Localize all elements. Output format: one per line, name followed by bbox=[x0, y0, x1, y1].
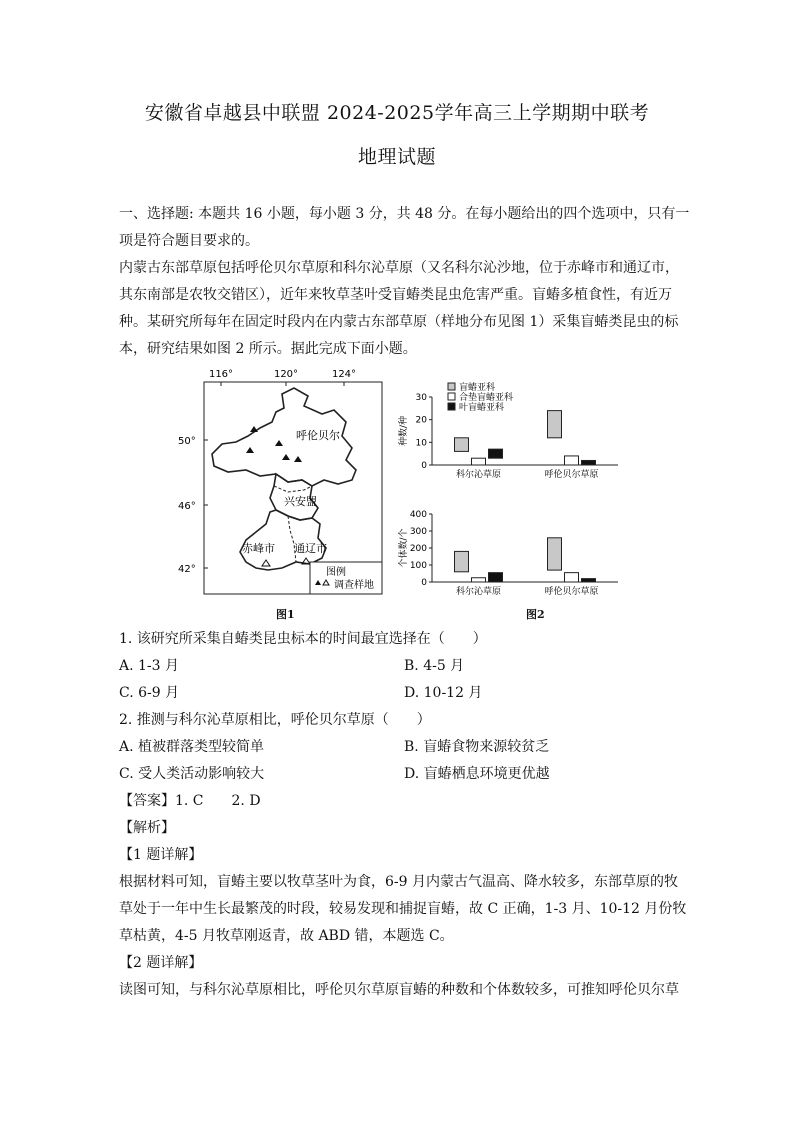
lon-label-124: 124° bbox=[331, 369, 357, 380]
sample-site-marker bbox=[294, 456, 302, 462]
detail-2-heading: 【2 题详解】 bbox=[119, 955, 203, 971]
y-axis-label: 种数/种 bbox=[399, 415, 409, 447]
sample-site-marker bbox=[282, 454, 290, 460]
lat-label-42: 42° bbox=[178, 564, 196, 575]
document-title: 安徽省卓越县中联盟 2024-2025学年高三上学期期中联考 bbox=[144, 102, 650, 124]
sample-site-marker bbox=[246, 447, 254, 453]
detail-1-line: 根据材料可知，盲蝽主要以牧草茎叶为食，6-9 月内蒙古气温高、降水较多，东部草原的牧 bbox=[119, 874, 678, 890]
legend-item-label: 调查样地 bbox=[334, 580, 374, 591]
x-category-label: 呼伦贝尔草原 bbox=[544, 587, 599, 597]
legend-title: 图例 bbox=[326, 567, 346, 578]
xingan-border bbox=[274, 486, 312, 492]
region-label-hulunbuir: 呼伦贝尔 bbox=[296, 429, 340, 442]
q1-option-d: D. 10-12 月 bbox=[404, 685, 483, 701]
q2-option-d: D. 盲蝽栖息环境更优越 bbox=[404, 766, 550, 782]
material-line: 种。某研究所每年在固定时段内在内蒙古东部草原（样地分布见图 1）采集盲蝽类昆虫的标 bbox=[119, 314, 679, 330]
y-tick-label: 0 bbox=[421, 578, 427, 588]
chifeng-tongliao-outline bbox=[240, 510, 326, 570]
bar-1 bbox=[548, 411, 562, 438]
answer-line: 【答案】1. C 2. D bbox=[119, 793, 261, 809]
y-tick-label: 400 bbox=[409, 510, 427, 520]
sample-site-marker bbox=[250, 426, 258, 432]
bar-1 bbox=[548, 538, 562, 570]
lat-label-46: 46° bbox=[178, 501, 196, 512]
region-label-chifeng: 赤峰市 bbox=[242, 542, 275, 555]
detail-2-line: 读图可知，与科尔沁草原相比，呼伦贝尔草原盲蝽的种数和个体数较多，可推知呼伦贝尔草 bbox=[119, 982, 679, 998]
detail-1-line: 草处于一年中生长最繁茂的时段，较易发现和捕捉盲蝽，故 C 正确，1-3 月、10-12 月份牧 bbox=[119, 901, 687, 917]
chifeng-tongliao-border bbox=[288, 516, 296, 562]
q2-option-c: C. 受人类活动影响较大 bbox=[119, 766, 265, 782]
question-2-stem: 2. 推测与科尔沁草原相比，呼伦贝尔草原（ ） bbox=[119, 712, 431, 728]
bar-3 bbox=[582, 579, 596, 582]
question-1-stem: 1. 该研究所采集自蝽类昆虫标本的时间最宜选择在（ ） bbox=[119, 631, 487, 647]
bar-1 bbox=[455, 551, 469, 571]
lat-label-50: 50° bbox=[178, 436, 196, 447]
sample-site-marker bbox=[275, 440, 283, 446]
bar-1 bbox=[455, 438, 469, 452]
y-tick-label: 0 bbox=[421, 461, 427, 471]
document-subtitle: 地理试题 bbox=[357, 146, 436, 168]
q2-option-a: A. 植被群落类型较简单 bbox=[119, 739, 265, 755]
x-category-label: 科尔沁草原 bbox=[455, 470, 502, 480]
analysis-heading: 【解析】 bbox=[119, 820, 175, 836]
figure1-caption: 图1 bbox=[276, 608, 295, 621]
legend-label: 叶盲蝽亚科 bbox=[459, 403, 505, 413]
detail-1-heading: 【1 题详解】 bbox=[119, 847, 203, 863]
bar-2 bbox=[472, 578, 486, 582]
y-tick-label: 10 bbox=[415, 438, 427, 449]
section-intro-line: 项是符合题目要求的。 bbox=[119, 233, 259, 249]
bar-2 bbox=[565, 456, 579, 465]
material-line: 本，研究结果如图 2 所示。据此完成下面小题。 bbox=[119, 341, 417, 357]
q1-option-c: C. 6-9 月 bbox=[119, 685, 180, 701]
bar-3 bbox=[489, 573, 503, 582]
chart-individual-count bbox=[396, 506, 622, 598]
bar-2 bbox=[472, 458, 486, 465]
y-tick-label: 20 bbox=[415, 415, 427, 426]
legend-swatch bbox=[448, 383, 455, 390]
legend-label: 合垫盲蝽亚科 bbox=[459, 393, 514, 403]
bar-2 bbox=[565, 573, 579, 582]
y-tick-label: 100 bbox=[409, 561, 427, 571]
bar-3 bbox=[489, 449, 503, 458]
y-tick-label: 30 bbox=[415, 393, 427, 403]
section-intro-line: 一、选择题: 本题共 16 小题，每小题 3 分，共 48 分。在每小题给出的四个选项中，只有一 bbox=[119, 206, 690, 222]
bar-3 bbox=[582, 460, 596, 465]
legend-swatch bbox=[448, 403, 455, 410]
lon-label-120: 120° bbox=[273, 369, 299, 380]
region-label-xingan: 兴安盟 bbox=[284, 495, 317, 508]
material-line: 其东南部是农牧交错区），近年来牧草茎叶受盲蝽类昆虫危害严重。盲蝽多植食性，有近万 bbox=[119, 287, 672, 303]
y-tick-label: 300 bbox=[409, 527, 427, 537]
detail-1-line: 草枯黄，4-5 月牧草刚返青，故 ABD 错，本题选 C。 bbox=[119, 928, 454, 944]
sample-site-marker bbox=[262, 560, 270, 566]
map-figure bbox=[176, 362, 390, 598]
region-label-tongliao: 通辽市 bbox=[294, 542, 327, 555]
material-line: 内蒙古东部草原包括呼伦贝尔草原和科尔沁草原（又名科尔沁沙地，位于赤峰市和通辽市， bbox=[119, 260, 679, 276]
legend-swatch bbox=[448, 393, 455, 400]
legend-label: 盲蝽亚科 bbox=[459, 383, 496, 393]
lon-label-116: 116° bbox=[208, 369, 234, 380]
x-category-label: 科尔沁草原 bbox=[455, 587, 502, 597]
x-category-label: 呼伦贝尔草原 bbox=[544, 470, 599, 480]
chart-species-count bbox=[396, 377, 622, 483]
y-axis-label: 个体数/个 bbox=[399, 528, 409, 568]
y-tick-label: 200 bbox=[409, 544, 427, 554]
figure2-caption: 图2 bbox=[526, 608, 545, 621]
q1-option-b: B. 4-5 月 bbox=[404, 658, 465, 674]
q2-option-b: B. 盲蝽食物来源较贫乏 bbox=[404, 739, 550, 755]
q1-option-a: A. 1-3 月 bbox=[119, 658, 180, 674]
